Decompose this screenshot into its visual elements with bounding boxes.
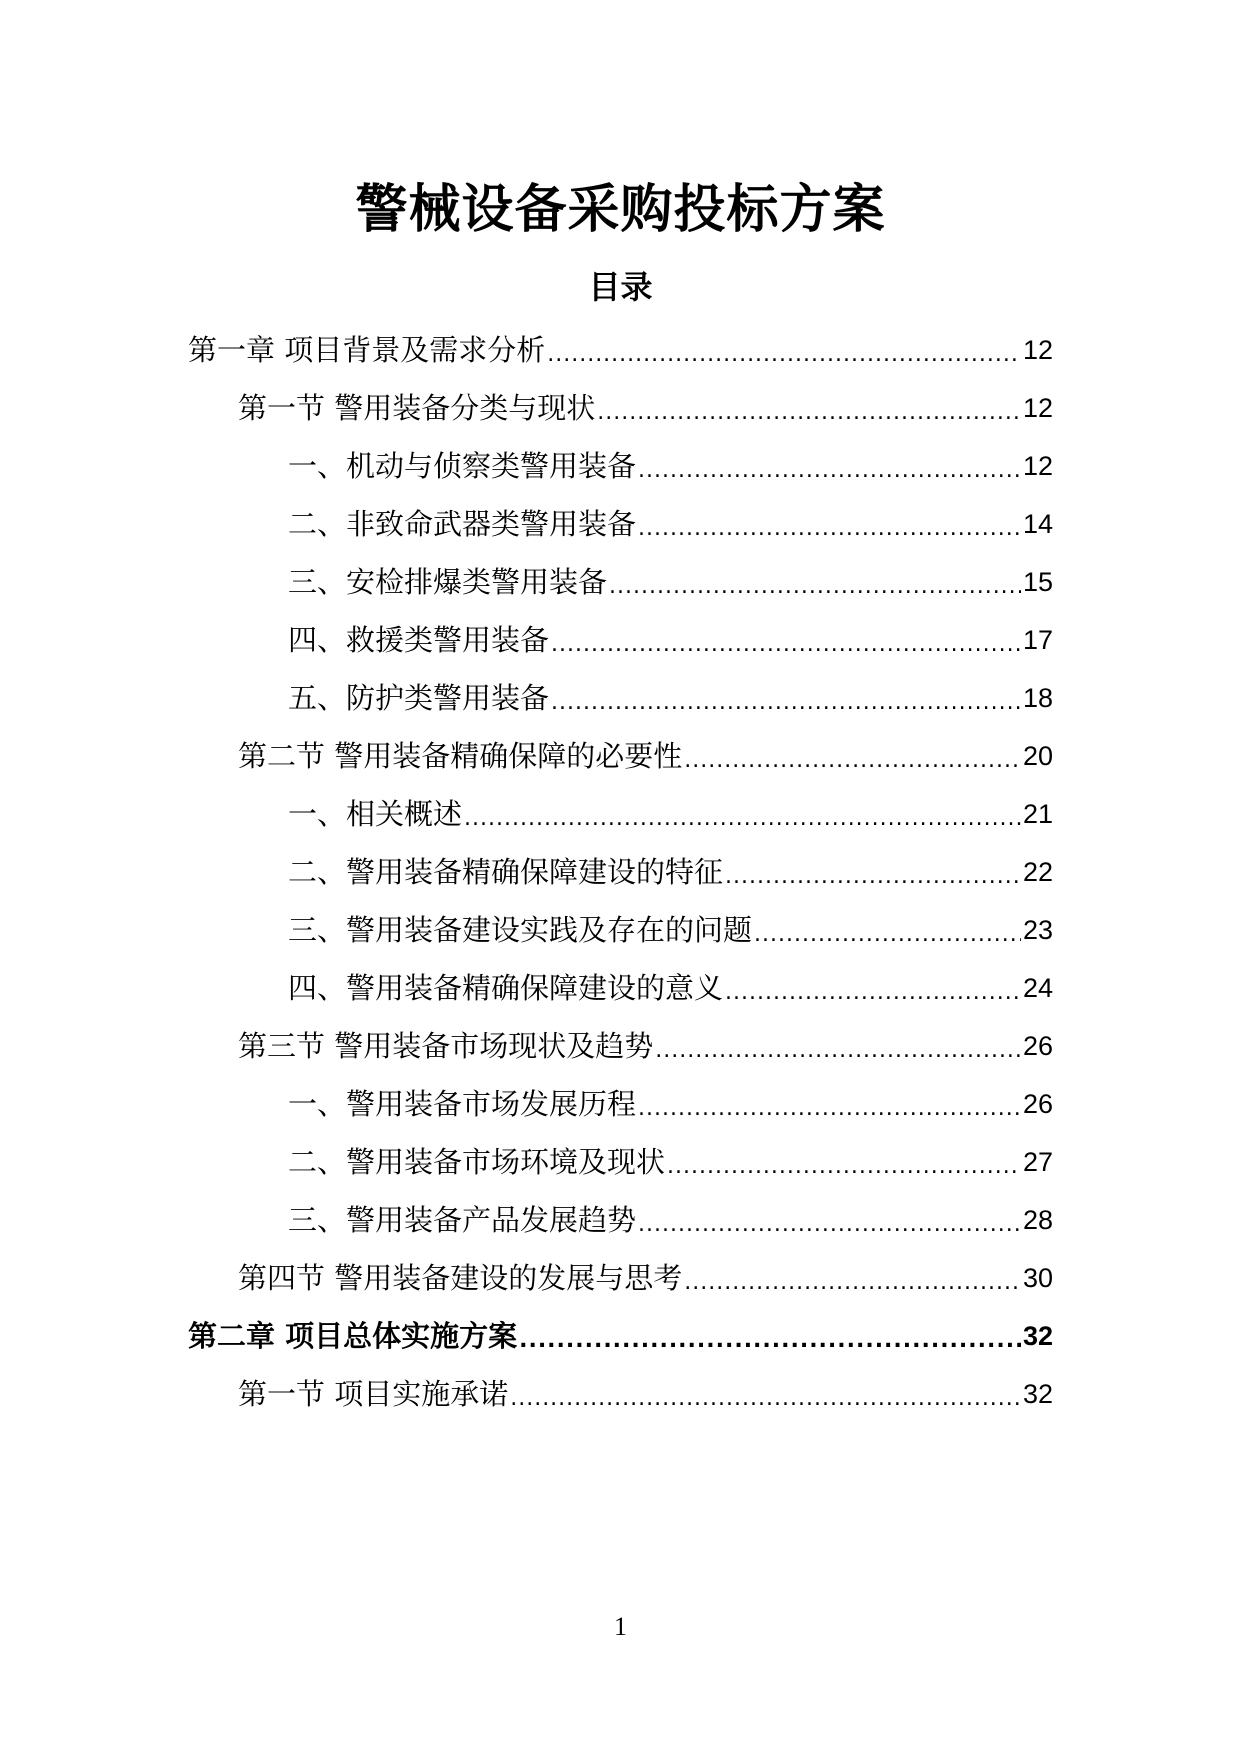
toc-entry-label: 二、警用装备市场环境及现状 [288,1145,666,1179]
toc-leader-dots [667,1142,1021,1182]
toc-leader-dots [725,968,1021,1008]
toc-entry-label: 第一节 警用装备分类与现状 [238,391,596,425]
toc-entry-label: 第一章 项目背景及需求分析 [188,333,546,367]
toc-entry-page: 32 [1022,1379,1053,1409]
toc-entry-page: 12 [1022,335,1053,365]
toc-leader-dots [510,1374,1021,1414]
toc-entry[interactable] [288,1142,1053,1182]
toc-entry-label: 二、警用装备精确保障建设的特征 [288,855,724,889]
toc-leader-dots [597,388,1021,428]
toc-entry[interactable] [288,1200,1053,1240]
toc-entry[interactable] [238,1258,1053,1298]
toc-leader-dots [638,1200,1021,1240]
toc-entry-page: 24 [1022,973,1053,1003]
toc-entry[interactable] [288,446,1053,486]
toc-leader-dots [655,1026,1021,1066]
toc-entry-label: 一、警用装备市场发展历程 [288,1087,637,1121]
page-number: 1 [614,1612,627,1641]
toc-entry[interactable] [238,736,1053,776]
toc-leader-dots [551,620,1021,660]
toc-leader-dots [551,678,1021,718]
toc-leader-dots [519,1316,1021,1356]
toc-entry-page: 15 [1022,567,1053,597]
toc-entry[interactable] [288,852,1053,892]
toc-entry[interactable] [188,1316,1053,1356]
toc-entry[interactable] [288,968,1053,1008]
toc-entry[interactable] [188,330,1053,370]
toc-leader-dots [725,852,1021,892]
toc-entry-label: 三、安检排爆类警用装备 [288,565,608,599]
toc-entry-page: 17 [1022,625,1053,655]
toc-entry[interactable] [288,504,1053,544]
toc-entry[interactable] [288,562,1053,602]
toc-entry[interactable] [288,910,1053,950]
toc-leader-dots [638,446,1021,486]
toc-entry-label: 二、非致命武器类警用装备 [288,507,637,541]
toc-entry-page: 12 [1022,393,1053,423]
toc-entry-label: 一、机动与侦察类警用装备 [288,449,637,483]
toc-entry-label: 第二章 项目总体实施方案 [188,1319,518,1353]
toc-entry-label: 四、救援类警用装备 [288,623,550,657]
toc-leader-dots [464,794,1021,834]
toc-entry[interactable] [238,388,1053,428]
toc-entry[interactable] [288,1084,1053,1124]
toc-entry-page: 22 [1022,857,1053,887]
toc-entry-label: 第三节 警用装备市场现状及趋势 [238,1029,654,1063]
toc-entry-page: 21 [1022,799,1053,829]
toc-entry-page: 23 [1022,915,1053,945]
toc-entry-label: 三、警用装备建设实践及存在的问题 [288,913,753,947]
toc-heading: 目录 [588,268,653,306]
toc-entry-label: 五、防护类警用装备 [288,681,550,715]
toc-entry-label: 第一节 项目实施承诺 [238,1377,509,1411]
toc-entry-page: 14 [1022,509,1053,539]
toc-leader-dots [609,562,1021,602]
toc-entry-page: 18 [1022,683,1053,713]
toc-entry-page: 27 [1022,1147,1053,1177]
toc-entry-label: 四、警用装备精确保障建设的意义 [288,971,724,1005]
toc-leader-dots [638,504,1021,544]
toc-entry-page: 20 [1022,741,1053,771]
toc-entry-page: 32 [1022,1321,1053,1351]
toc-entry-label: 一、相关概述 [288,797,463,831]
toc-entry-page: 12 [1022,451,1053,481]
toc-leader-dots [684,736,1021,776]
toc-entry-page: 26 [1022,1031,1053,1061]
toc-entry[interactable] [288,794,1053,834]
toc-entry[interactable] [238,1026,1053,1066]
toc-entry-page: 28 [1022,1205,1053,1235]
toc-entry-page: 30 [1022,1263,1053,1293]
toc-leader-dots [638,1084,1021,1124]
toc-entry[interactable] [238,1374,1053,1414]
toc-entry[interactable] [288,678,1053,718]
toc-leader-dots [547,330,1021,370]
toc-entry-label: 第四节 警用装备建设的发展与思考 [238,1261,683,1295]
toc-leader-dots [684,1258,1021,1298]
toc-entry-page: 26 [1022,1089,1053,1119]
toc-entry-label: 第二节 警用装备精确保障的必要性 [238,739,683,773]
toc-entry[interactable] [288,620,1053,660]
document-title: 警械设备采购投标方案 [355,180,886,240]
toc-leader-dots [754,910,1021,950]
toc-entry-label: 三、警用装备产品发展趋势 [288,1203,637,1237]
